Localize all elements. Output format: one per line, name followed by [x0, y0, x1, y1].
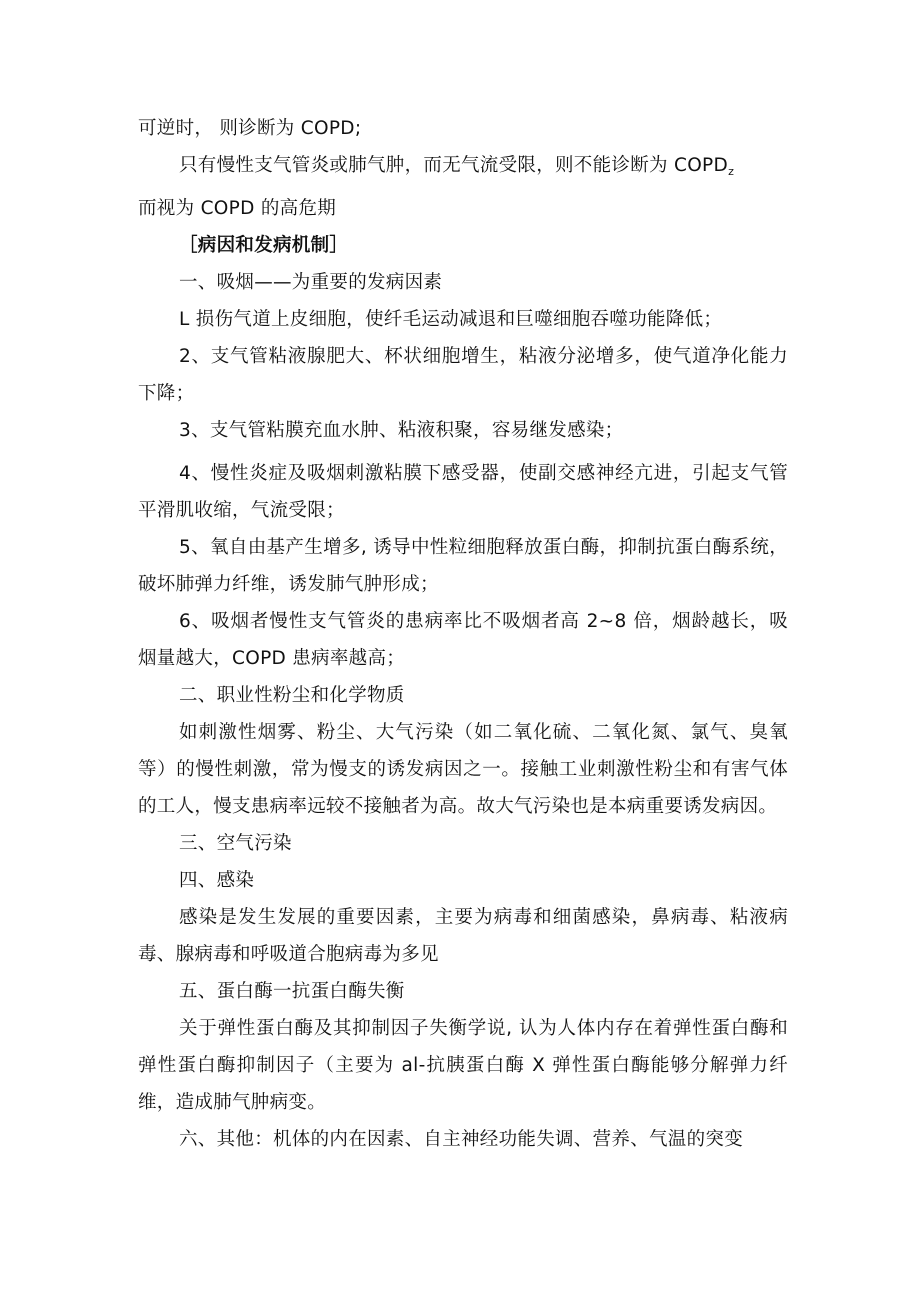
document-body: [138, 110, 788, 1158]
heading-air-pollution: [138, 825, 788, 862]
paragraph-high-risk: [138, 190, 788, 227]
heading-text: 五、蛋白酶一抗蛋白酶失衡: [179, 981, 405, 1002]
heading-text: 六、其他：机体的内在因素、自主神经功能失调、营养、气温的突变: [179, 1129, 744, 1150]
paragraph-elastase: [138, 1010, 788, 1121]
list-item-text: 5、氧自由基产生增多, 诱导中性粒细胞释放蛋白酶，抑制抗蛋白酶系统，破坏肺弹力纤维，诱发肺气肿形成；: [138, 537, 788, 595]
paragraph-no-airflow-limit: [138, 147, 788, 190]
list-item-6: [138, 603, 788, 677]
paragraph-diagnosis-reversible: [138, 110, 788, 147]
paragraph-text: 而视为 COPD 的高危期: [138, 198, 337, 219]
list-item-text: 2、支气管粘液腺肥大、杯状细胞增生，粘液分泌增多，使气道净化能力下降；: [138, 346, 788, 404]
list-item-text: 4、慢性炎症及吸烟刺激粘膜下感受器，使副交感神经亢进，引起支气管平滑肌收缩，气流受限；: [138, 463, 788, 521]
list-item-text: L 损伤气道上皮细胞，使纤毛运动减退和巨噬细胞吞噬功能降低；: [179, 309, 723, 330]
list-item-4: [138, 455, 788, 529]
paragraph-text: 关于弹性蛋白酶及其抑制因子失衡学说, 认为人体内存在着弹性蛋白酶和弹性蛋白酶抑制因子（主要为 al-抗胰蛋白酶 X 弹性蛋白酶能够分解弹力纤维，造成肺气肿病变。: [138, 1018, 788, 1113]
list-item-text: 6、吸烟者慢性支气管炎的患病率比不吸烟者高 2~8 倍，烟龄越长，吸烟量越大，COPD 患病率越高；: [138, 611, 788, 669]
heading-text: 二、职业性粉尘和化学物质: [179, 685, 405, 706]
heading-other: [138, 1121, 788, 1158]
heading-protease-imbalance: [138, 973, 788, 1010]
heading-smoking: [138, 264, 788, 301]
heading-infection: [138, 862, 788, 899]
list-item-3: [138, 412, 788, 449]
list-item-2: [138, 338, 788, 412]
section-heading-etiology: [138, 227, 788, 264]
subscript-mark: z: [728, 165, 735, 178]
list-item-text: 3、支气管粘膜充血水肿、粘液积聚，容易继发感染；: [179, 420, 624, 441]
heading-occupational-dust: [138, 677, 788, 714]
paragraph-text: 可逆时， 则诊断为 COPD;: [138, 118, 362, 139]
paragraph-text: 感染是发生发展的重要因素，主要为病毒和细菌感染，鼻病毒、粘液病毒、腺病毒和呼吸道合胞病毒为多见: [138, 907, 788, 965]
paragraph-text: 如刺激性烟雾、粉尘、大气污染（如二氧化硫、二氧化氮、氯气、臭氧等）的慢性刺激，常为慢支的诱发病因之一。接触工业刺激性粉尘和有害气体的工人，慢支患病率远较不接触者为高。故大气污染也是本病重要诱发病因。: [138, 722, 788, 817]
heading-text: ［病因和发病机制］: [179, 235, 349, 256]
list-item-1: [138, 301, 788, 338]
paragraph-irritants: [138, 714, 788, 825]
heading-text: 三、空气污染: [179, 833, 292, 854]
heading-text: 四、感染: [179, 870, 255, 891]
paragraph-text: 只有慢性支气管炎或肺气肿，而无气流受限，则不能诊断为 COPD: [179, 155, 729, 176]
paragraph-infection: [138, 899, 788, 973]
list-item-5: [138, 529, 788, 603]
heading-text: 一、吸烟——为重要的发病因素: [179, 272, 443, 293]
